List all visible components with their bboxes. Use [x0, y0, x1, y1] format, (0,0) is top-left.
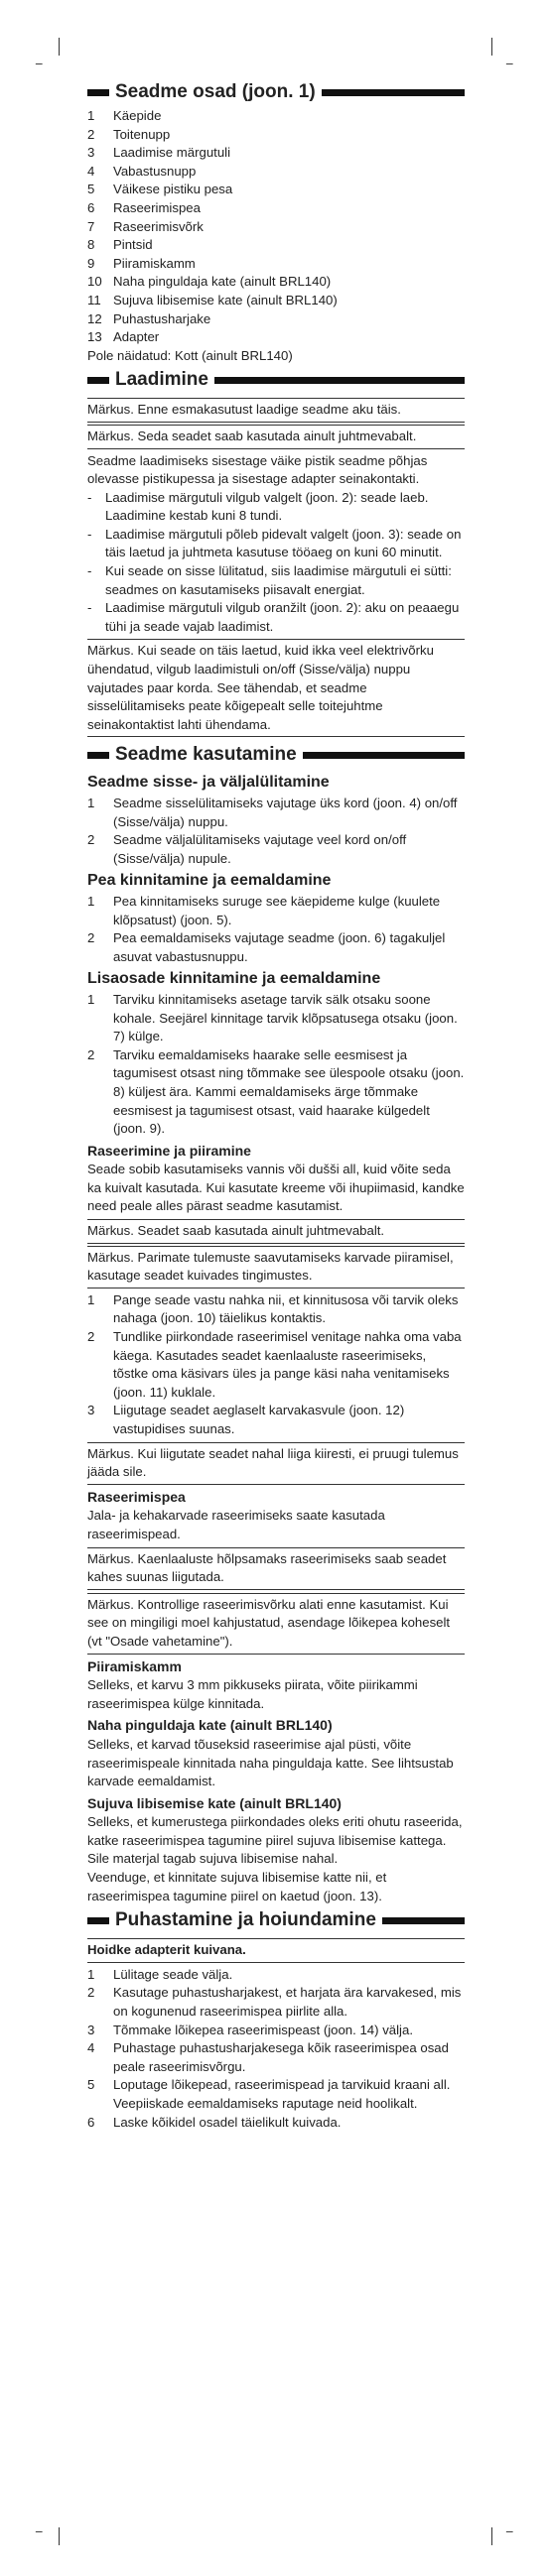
bullet-text: Laadimise märgutuli vilgub valgelt (joon. 2): seade laeb. Laadimine kestab kuni 8 tundi.	[105, 489, 429, 524]
list-item	[87, 218, 465, 237]
list-item	[87, 831, 465, 868]
item-text: Tõmmake lõikepea raseerimispeast (joon. 14) välja.	[113, 2022, 413, 2037]
item-number: 1	[87, 1966, 95, 1982]
head-attach-steps	[87, 893, 465, 966]
subheading-onoff: Seadme sisse- ja väljalülitamine	[87, 774, 330, 792]
bullet-item	[87, 599, 465, 636]
item-text: Loputage lõikepead, raseerimispead ja tarvikuid kraani all. Veepiiskade eemaldamiseks raputage neid hoolikalt.	[113, 2077, 451, 2111]
subheading-shaving: Raseerimine ja piiramine	[87, 1142, 251, 1159]
item-text: Kasutage puhastusharjakest, et harjata ära karvakesed, mis on kogunenud raseerimispea piirlite alla.	[113, 1985, 462, 2020]
bullet-item	[87, 489, 465, 526]
heading-bar-right	[303, 752, 465, 759]
subheading-shaving-head: Raseerimispea	[87, 1488, 186, 1505]
item-text: Naha pinguldaja kate (ainult BRL140)	[113, 274, 332, 290]
list-item	[87, 1291, 465, 1328]
crop-mark-bottom-right: _	[506, 2518, 513, 2533]
crop-mark-top-left-tick	[59, 38, 60, 56]
subheading-head-attach: Pea kinnitamine ja eemaldamine	[87, 872, 332, 890]
list-item	[87, 255, 465, 274]
shaving-steps	[87, 1291, 465, 1439]
item-number: 12	[87, 310, 102, 326]
item-number: 2	[87, 1046, 95, 1062]
cleaning-steps	[87, 1966, 465, 2132]
section-heading-charging	[87, 365, 465, 395]
list-item	[87, 310, 465, 329]
list-item	[87, 2022, 465, 2040]
list-item	[87, 929, 465, 966]
item-text: Laske kõikidel osadel täielikult kuivada.	[113, 2114, 342, 2130]
item-text: Seadme sisselülitamiseks vajutage üks kord (joon. 4) on/off (Sisse/välja) nuppu.	[113, 796, 458, 829]
heading-text: Puhastamine ja hoiundamine	[115, 1908, 376, 1930]
list-item	[87, 2076, 465, 2113]
heading-bar-right	[382, 1917, 465, 1924]
crop-mark-bottom-left: _	[36, 2518, 43, 2533]
note-cordless-only: Märkus. Seda seadet saab kasutada ainult juhtmevabalt.	[87, 425, 465, 449]
item-number: 13	[87, 329, 102, 345]
note-keep-adapter-dry: Hoidke adapterit kuivana.	[87, 1938, 465, 1963]
list-item	[87, 126, 465, 145]
item-number: 10	[87, 274, 102, 290]
crop-mark-top-right-tick	[491, 38, 492, 56]
list-item	[87, 1046, 465, 1139]
list-item	[87, 292, 465, 310]
subheading-trim-comb: Piiramiskamm	[87, 1657, 182, 1674]
item-number: 5	[87, 182, 95, 197]
item-number: 4	[87, 163, 95, 179]
note-two-directions: Märkus. Kaenlaaluste hõlpsamaks raseerimiseks saab seadet kahes suunas liigutada.	[87, 1547, 465, 1590]
item-number: 1	[87, 991, 95, 1007]
smooth-glide-text-2: Veenduge, et kinnitate sujuva libisemise katte nii, et raseerimispea tagumine piirel on kaetud (joon. 13).	[87, 1870, 387, 1903]
subheading-accessory: Lisaosade kinnitamine ja eemaldamine	[87, 970, 381, 988]
note-check-foil: Märkus. Kontrollige raseerimisvõrku alati enne kasutamist. Kui see on mingiligi moel kahjustatud, asendage lõikepea koheselt (vt "Osade vahetamine").	[87, 1593, 465, 1655]
item-text: Sujuva libisemise kate (ainult BRL140)	[113, 292, 338, 307]
list-item	[87, 1966, 465, 1985]
item-number: 4	[87, 2040, 95, 2056]
heading-bar-right	[214, 377, 465, 384]
list-item	[87, 1402, 465, 1438]
onoff-steps	[87, 795, 465, 868]
item-text: Pintsid	[113, 237, 153, 253]
item-number: 2	[87, 1329, 95, 1345]
item-number: 9	[87, 255, 95, 271]
item-number: 1	[87, 893, 95, 909]
charging-intro: Seadme laadimiseks sisestage väike pistik seadme põhjas olevasse pistikupessa ja sisestage adapter seinakontakti.	[87, 452, 428, 487]
heading-text: Laadimine	[115, 369, 208, 391]
item-text: Tarviku eemaldamiseks haarake selle eesmisest ja tagumisest otsast ning tõmmake see ülespoole otsaku (joon. 8) küljest ära. Kammi eemaldamiseks ärge tõmmake eesmisest ja tagumisest otsast, vaid haarake külgedelt (joon. 9).	[113, 1046, 465, 1137]
item-number: 6	[87, 2114, 95, 2130]
accessory-steps	[87, 991, 465, 1139]
item-text: Pea eemaldamiseks vajutage seadme (joon. 6) tagakuljel asuvat vabastusnuppu.	[113, 930, 446, 964]
heading-text: Seadme kasutamine	[115, 744, 297, 766]
subheading-smooth-glide: Sujuva libisemise kate (ainult BRL140)	[87, 1794, 342, 1811]
list-item	[87, 199, 465, 218]
list-item	[87, 893, 465, 929]
heading-text: Seadme osad (joon. 1)	[115, 80, 316, 102]
item-text: Käepide	[113, 108, 162, 123]
shaving-text: Seade sobib kasutamiseks vannis või dušši all, kuid võite seda ka kuivalt kasutada. Kui kasutate kreeme või ihupiimasid, kandke need peale alles pärast seadme kasutamist.	[87, 1162, 465, 1214]
trim-comb-text: Selleks, et karvu 3 mm pikkuseks piirata, võite piirikammi raseerimispea külge kinnitada.	[87, 1677, 418, 1711]
item-number: 7	[87, 218, 95, 234]
item-number: 1	[87, 796, 95, 810]
item-number: 6	[87, 199, 95, 215]
shaving-head-text: Jala- ja kehakarvade raseerimiseks saate kasutada raseerimispead.	[87, 1508, 385, 1541]
section-heading-cleaning	[87, 1905, 465, 1935]
item-number: 2	[87, 832, 95, 848]
bullet-item	[87, 526, 465, 562]
item-text: Liigutage seadet aeglaselt karvakasvule (joon. 12) vastupidises suunas.	[113, 1403, 405, 1436]
bullet-item	[87, 562, 465, 599]
list-item	[87, 181, 465, 199]
item-number: 2	[87, 930, 95, 946]
item-number: 1	[87, 1291, 95, 1307]
item-number: 5	[87, 2077, 95, 2093]
item-number: 3	[87, 2022, 95, 2037]
dash-marker: -	[87, 600, 92, 616]
subheading-skin-stretch: Naha pinguldaja kate (ainult BRL140)	[87, 1717, 333, 1734]
item-text: Vabastusnupp	[113, 163, 197, 179]
heading-bar-left	[87, 89, 109, 96]
note-dry-conditions: Märkus. Parimate tulemuste saavutamiseks karvade piiramisel, kasutage seadet kuivades tingimustes.	[87, 1246, 465, 1288]
list-item	[87, 1984, 465, 2021]
not-shown-text: Pole näidatud: Kott (ainult BRL140)	[87, 347, 293, 363]
item-text: Tundlike piirkondade raseerimisel venitage nahka oma vaba käega. Kasutades seadet kaenlaaluste raseerimiseks, tõstke oma käsivars üles ja pange käsi naha venitamiseks (joon. 11) kuklale.	[113, 1329, 462, 1400]
item-text: Lülitage seade välja.	[113, 1966, 233, 1982]
skin-stretch-text: Selleks, et karvad tõuseksid raseerimise ajal püsti, võite raseerimispeale kinnitada naha pinguldaja katte. See lihtsustab karvade eemaldamist.	[87, 1736, 454, 1789]
list-item	[87, 991, 465, 1046]
dash-marker: -	[87, 489, 92, 505]
list-item	[87, 1328, 465, 1402]
list-item	[87, 144, 465, 163]
dash-marker: -	[87, 563, 92, 579]
list-item	[87, 273, 465, 292]
note-move-slowly: Märkus. Kui liigutate seadet nahal liiga kiiresti, ei pruugi tulemus jääda sile.	[87, 1442, 465, 1485]
note-cordless-use: Märkus. Seadet saab kasutada ainult juhtmevabalt.	[87, 1219, 465, 1244]
item-text: Raseerimisvõrk	[113, 218, 204, 234]
item-text: Toitenupp	[113, 126, 171, 142]
item-number: 2	[87, 1985, 95, 2001]
heading-bar-right	[322, 89, 465, 96]
section-heading-parts	[87, 77, 465, 107]
item-number: 3	[87, 145, 95, 161]
charging-bullets	[87, 489, 465, 637]
item-text: Piiramiskamm	[113, 255, 196, 271]
bullet-text: Kui seade on sisse lülitatud, siis laadimise märgutuli ei sütti: seadmes on kasutamiseks piisavalt energiat.	[105, 563, 452, 597]
list-item	[87, 2114, 465, 2133]
list-item	[87, 107, 465, 126]
item-number: 1	[87, 108, 95, 123]
item-text: Tarviku kinnitamiseks asetage tarvik sälk otsaku soone kohale. Seejärel kinnitage tarvik klõpsatusega otsaku (joon. 7) külge.	[113, 991, 458, 1044]
dash-marker: -	[87, 526, 92, 542]
item-text: Puhastage puhastusharjakesega kõik raseerimispea osad peale raseerimisvõrgu.	[113, 2040, 449, 2074]
section-heading-usage	[87, 740, 465, 770]
crop-mark-bottom-left-tick	[59, 2527, 60, 2545]
item-number: 2	[87, 126, 95, 142]
note-charge-before-use: Märkus. Enne esmakasutust laadige seadme aku täis.	[87, 398, 465, 423]
item-text: Väikese pistiku pesa	[113, 182, 233, 197]
parts-list	[87, 107, 465, 347]
item-number: 8	[87, 237, 95, 253]
heading-bar-left	[87, 752, 109, 759]
heading-bar-left	[87, 1917, 109, 1924]
item-text: Adapter	[113, 329, 160, 345]
item-text: Raseerimispea	[113, 199, 201, 215]
heading-bar-left	[87, 377, 109, 384]
item-text: Laadimise märgutuli	[113, 145, 231, 161]
item-text: Puhastusharjake	[113, 310, 211, 326]
list-item	[87, 236, 465, 255]
item-number: 3	[87, 1403, 95, 1418]
crop-mark-bottom-right-tick	[491, 2527, 492, 2545]
note-fully-charged: Märkus. Kui seade on täis laetud, kuid ikka veel elektrivõrku ühendatud, vilgub laadimistuli on/off (Sisse/välja) nuppu vajutades paar korda. See tähendab, et seadme sisselülitamiseks peate kõigepealt selle toitejuhtme seinakontaktist lahti ühendama.	[87, 639, 465, 737]
item-text: Pange seade vastu nahka nii, et kinnitusosa või tarvik oleks nahaga (joon. 10) täielikus kontaktis.	[113, 1291, 459, 1326]
item-number: 11	[87, 292, 101, 307]
list-item	[87, 795, 465, 831]
bullet-text: Laadimise märgutuli põleb pidevalt valgelt (joon. 3): seade on täis laetud ja juhtmeta kasutuse tööaeg on kuni 60 minutit.	[105, 526, 462, 560]
document-page	[87, 77, 465, 2132]
crop-mark-top-right: _	[506, 51, 513, 65]
list-item	[87, 2039, 465, 2076]
bullet-text: Laadimise märgutuli vilgub oranžilt (joon. 2): aku on peaaegu tühi ja seade vajab laadimist.	[105, 600, 460, 634]
list-item	[87, 163, 465, 182]
item-text: Seadme väljalülitamiseks vajutage veel kord on/off (Sisse/välja) nupule.	[113, 832, 407, 866]
smooth-glide-text-1: Selleks, et kumerustega piirkondades oleks eriti ohutu raseerida, katke raseerimispea tagumine piirel sujuva libisemise kattega. Sile materjal tagab sujuva libisemise nahal.	[87, 1814, 463, 1867]
list-item	[87, 328, 465, 347]
crop-mark-top-left: _	[36, 51, 43, 65]
item-text: Pea kinnitamiseks suruge see käepideme kulge (kuulete klõpsatust) (joon. 5).	[113, 893, 441, 927]
